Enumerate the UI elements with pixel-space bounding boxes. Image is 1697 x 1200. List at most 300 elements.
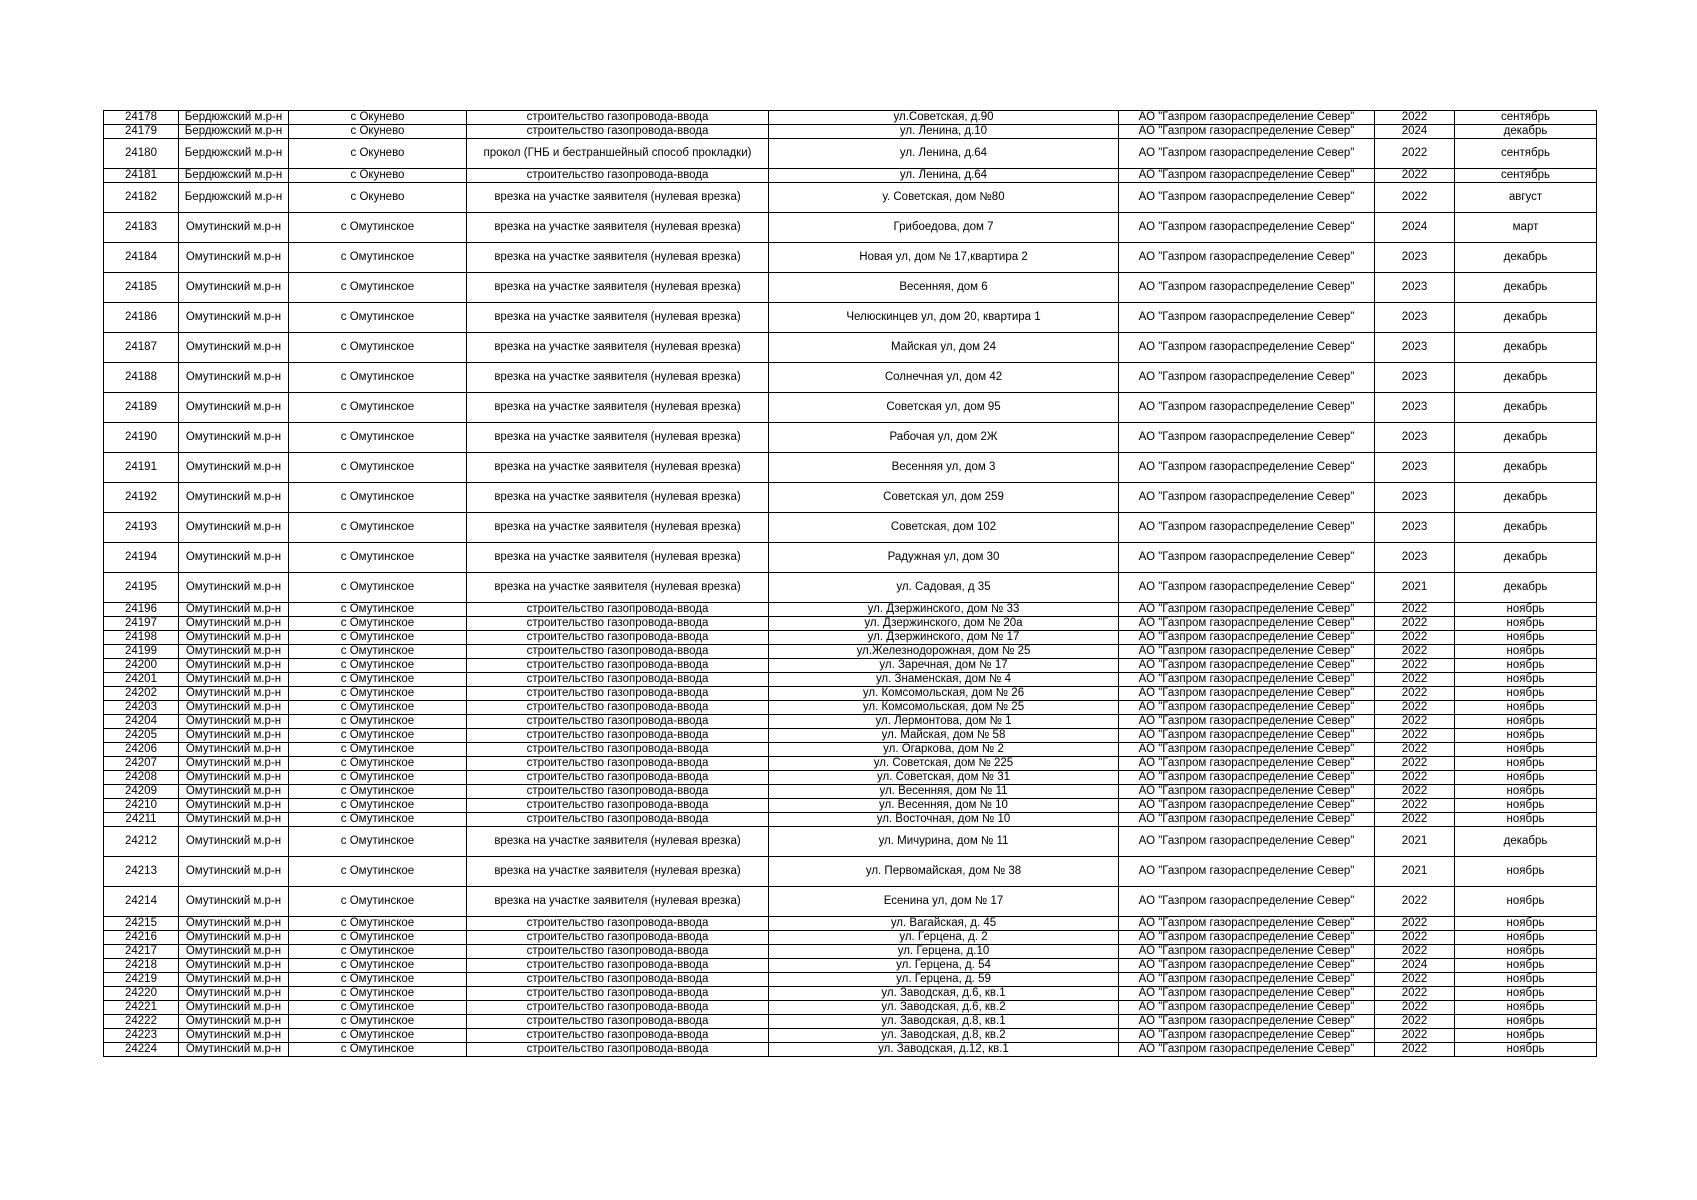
month-cell: ноябрь xyxy=(1455,645,1597,659)
row-number-cell: 24191 xyxy=(104,453,179,483)
address-cell: ул. Садовая, д 35 xyxy=(769,573,1119,603)
district-cell: Омутинский м.р-н xyxy=(179,771,289,785)
row-number-cell: 24180 xyxy=(104,139,179,169)
organization-cell: АО "Газпром газораспределение Север" xyxy=(1119,715,1375,729)
row-number-cell: 24182 xyxy=(104,183,179,213)
row-number-cell: 24220 xyxy=(104,987,179,1001)
month-cell: ноябрь xyxy=(1455,673,1597,687)
row-number-cell: 24219 xyxy=(104,973,179,987)
organization-cell: АО "Газпром газораспределение Север" xyxy=(1119,617,1375,631)
district-cell: Омутинский м.р-н xyxy=(179,303,289,333)
year-cell: 2022 xyxy=(1375,917,1455,931)
district-cell: Омутинский м.р-н xyxy=(179,483,289,513)
settlement-cell: с Омутинское xyxy=(289,423,467,453)
district-cell: Бердюжский м.р-н xyxy=(179,139,289,169)
row-number-cell: 24188 xyxy=(104,363,179,393)
address-cell: Советская, дом 102 xyxy=(769,513,1119,543)
table-row xyxy=(104,483,1597,513)
address-cell: ул. Весенняя, дом № 11 xyxy=(769,785,1119,799)
row-number-cell: 24190 xyxy=(104,423,179,453)
table-row xyxy=(104,453,1597,483)
organization-cell: АО "Газпром газораспределение Север" xyxy=(1119,1015,1375,1029)
district-cell: Омутинский м.р-н xyxy=(179,917,289,931)
address-cell: ул. Мичурина, дом № 11 xyxy=(769,827,1119,857)
row-number-cell: 24224 xyxy=(104,1043,179,1057)
row-number-cell: 24197 xyxy=(104,617,179,631)
organization-cell: АО "Газпром газораспределение Север" xyxy=(1119,111,1375,125)
month-cell: ноябрь xyxy=(1455,1015,1597,1029)
settlement-cell: с Омутинское xyxy=(289,645,467,659)
work-type-cell: врезка на участке заявителя (нулевая врезка) xyxy=(467,827,769,857)
row-number-cell: 24198 xyxy=(104,631,179,645)
row-number-cell: 24213 xyxy=(104,857,179,887)
year-cell: 2023 xyxy=(1375,303,1455,333)
settlement-cell: с Омутинское xyxy=(289,945,467,959)
year-cell: 2022 xyxy=(1375,645,1455,659)
district-cell: Омутинский м.р-н xyxy=(179,729,289,743)
table-row xyxy=(104,959,1597,973)
address-cell: ул. Заводская, д.8, кв.1 xyxy=(769,1015,1119,1029)
work-type-cell: строительство газопровода-ввода xyxy=(467,799,769,813)
settlement-cell: с Омутинское xyxy=(289,333,467,363)
month-cell: ноябрь xyxy=(1455,771,1597,785)
organization-cell: АО "Газпром газораспределение Север" xyxy=(1119,453,1375,483)
year-cell: 2022 xyxy=(1375,771,1455,785)
table-row xyxy=(104,771,1597,785)
row-number-cell: 24214 xyxy=(104,887,179,917)
table-row xyxy=(104,1029,1597,1043)
district-cell: Омутинский м.р-н xyxy=(179,931,289,945)
address-cell: Майская ул, дом 24 xyxy=(769,333,1119,363)
district-cell: Омутинский м.р-н xyxy=(179,423,289,453)
address-cell: Солнечная ул, дом 42 xyxy=(769,363,1119,393)
organization-cell: АО "Газпром газораспределение Север" xyxy=(1119,273,1375,303)
work-type-cell: строительство газопровода-ввода xyxy=(467,1029,769,1043)
table-row xyxy=(104,513,1597,543)
settlement-cell: с Омутинское xyxy=(289,729,467,743)
table-row xyxy=(104,743,1597,757)
table-row xyxy=(104,813,1597,827)
year-cell: 2022 xyxy=(1375,673,1455,687)
month-cell: ноябрь xyxy=(1455,987,1597,1001)
work-type-cell: врезка на участке заявителя (нулевая врезка) xyxy=(467,393,769,423)
year-cell: 2024 xyxy=(1375,125,1455,139)
settlement-cell: с Омутинское xyxy=(289,687,467,701)
table-row xyxy=(104,617,1597,631)
month-cell: декабрь xyxy=(1455,273,1597,303)
year-cell: 2023 xyxy=(1375,243,1455,273)
work-type-cell: врезка на участке заявителя (нулевая врезка) xyxy=(467,303,769,333)
organization-cell: АО "Газпром газораспределение Север" xyxy=(1119,169,1375,183)
settlement-cell: с Омутинское xyxy=(289,757,467,771)
settlement-cell: с Омутинское xyxy=(289,393,467,423)
organization-cell: АО "Газпром газораспределение Север" xyxy=(1119,573,1375,603)
address-cell: ул. Дзержинского, дом № 20а xyxy=(769,617,1119,631)
district-cell: Омутинский м.р-н xyxy=(179,659,289,673)
year-cell: 2023 xyxy=(1375,363,1455,393)
table-row xyxy=(104,573,1597,603)
address-cell: ул. Восточная, дом № 10 xyxy=(769,813,1119,827)
address-cell: ул. Герцена, д. 59 xyxy=(769,973,1119,987)
address-cell: ул.Советская, д.90 xyxy=(769,111,1119,125)
year-cell: 2022 xyxy=(1375,973,1455,987)
address-cell: Весенняя, дом 6 xyxy=(769,273,1119,303)
settlement-cell: с Омутинское xyxy=(289,243,467,273)
organization-cell: АО "Газпром газораспределение Север" xyxy=(1119,543,1375,573)
district-cell: Омутинский м.р-н xyxy=(179,987,289,1001)
year-cell: 2022 xyxy=(1375,799,1455,813)
table-row xyxy=(104,973,1597,987)
work-type-cell: строительство газопровода-ввода xyxy=(467,687,769,701)
row-number-cell: 24221 xyxy=(104,1001,179,1015)
address-cell: ул. Заводская, д.12, кв.1 xyxy=(769,1043,1119,1057)
row-number-cell: 24218 xyxy=(104,959,179,973)
row-number-cell: 24183 xyxy=(104,213,179,243)
month-cell: ноябрь xyxy=(1455,603,1597,617)
settlement-cell: с Омутинское xyxy=(289,857,467,887)
month-cell: ноябрь xyxy=(1455,887,1597,917)
month-cell: декабрь xyxy=(1455,827,1597,857)
table-row xyxy=(104,333,1597,363)
address-cell: ул. Заречная, дом № 17 xyxy=(769,659,1119,673)
month-cell: декабрь xyxy=(1455,333,1597,363)
settlement-cell: с Омутинское xyxy=(289,303,467,333)
table-row xyxy=(104,1001,1597,1015)
work-type-cell: врезка на участке заявителя (нулевая врезка) xyxy=(467,363,769,393)
district-cell: Омутинский м.р-н xyxy=(179,1015,289,1029)
settlement-cell: с Омутинское xyxy=(289,673,467,687)
district-cell: Омутинский м.р-н xyxy=(179,393,289,423)
row-number-cell: 24203 xyxy=(104,701,179,715)
organization-cell: АО "Газпром газораспределение Север" xyxy=(1119,857,1375,887)
work-type-cell: строительство газопровода-ввода xyxy=(467,757,769,771)
organization-cell: АО "Газпром газораспределение Север" xyxy=(1119,827,1375,857)
work-type-cell: строительство газопровода-ввода xyxy=(467,945,769,959)
organization-cell: АО "Газпром газораспределение Север" xyxy=(1119,243,1375,273)
table-row xyxy=(104,687,1597,701)
month-cell: ноябрь xyxy=(1455,729,1597,743)
row-number-cell: 24210 xyxy=(104,799,179,813)
organization-cell: АО "Газпром газораспределение Север" xyxy=(1119,959,1375,973)
month-cell: декабрь xyxy=(1455,573,1597,603)
month-cell: ноябрь xyxy=(1455,743,1597,757)
organization-cell: АО "Газпром газораспределение Север" xyxy=(1119,931,1375,945)
district-cell: Омутинский м.р-н xyxy=(179,743,289,757)
work-type-cell: строительство газопровода-ввода xyxy=(467,771,769,785)
table-row xyxy=(104,1015,1597,1029)
organization-cell: АО "Газпром газораспределение Север" xyxy=(1119,701,1375,715)
settlement-cell: с Омутинское xyxy=(289,771,467,785)
organization-cell: АО "Газпром газораспределение Север" xyxy=(1119,785,1375,799)
row-number-cell: 24189 xyxy=(104,393,179,423)
year-cell: 2021 xyxy=(1375,857,1455,887)
address-cell: ул. Советская, дом № 225 xyxy=(769,757,1119,771)
row-number-cell: 24200 xyxy=(104,659,179,673)
year-cell: 2022 xyxy=(1375,111,1455,125)
table-row xyxy=(104,213,1597,243)
year-cell: 2021 xyxy=(1375,573,1455,603)
address-cell: Челюскинцев ул, дом 20, квартира 1 xyxy=(769,303,1119,333)
organization-cell: АО "Газпром газораспределение Север" xyxy=(1119,363,1375,393)
year-cell: 2022 xyxy=(1375,1043,1455,1057)
settlement-cell: с Омутинское xyxy=(289,743,467,757)
district-cell: Омутинский м.р-н xyxy=(179,645,289,659)
organization-cell: АО "Газпром газораспределение Север" xyxy=(1119,303,1375,333)
organization-cell: АО "Газпром газораспределение Север" xyxy=(1119,631,1375,645)
address-cell: ул. Герцена, д. 54 xyxy=(769,959,1119,973)
month-cell: ноябрь xyxy=(1455,857,1597,887)
work-type-cell: строительство газопровода-ввода xyxy=(467,111,769,125)
district-cell: Омутинский м.р-н xyxy=(179,701,289,715)
row-number-cell: 24217 xyxy=(104,945,179,959)
month-cell: ноябрь xyxy=(1455,617,1597,631)
year-cell: 2022 xyxy=(1375,603,1455,617)
table-row xyxy=(104,645,1597,659)
address-cell: ул. Ленина, д.10 xyxy=(769,125,1119,139)
settlement-cell: с Омутинское xyxy=(289,617,467,631)
year-cell: 2023 xyxy=(1375,483,1455,513)
settlement-cell: с Омутинское xyxy=(289,987,467,1001)
work-type-cell: строительство газопровода-ввода xyxy=(467,973,769,987)
organization-cell: АО "Газпром газораспределение Север" xyxy=(1119,183,1375,213)
organization-cell: АО "Газпром газораспределение Север" xyxy=(1119,771,1375,785)
month-cell: ноябрь xyxy=(1455,785,1597,799)
year-cell: 2022 xyxy=(1375,139,1455,169)
year-cell: 2024 xyxy=(1375,213,1455,243)
address-cell: Советская ул, дом 259 xyxy=(769,483,1119,513)
month-cell: декабрь xyxy=(1455,483,1597,513)
table-row xyxy=(104,139,1597,169)
settlement-cell: с Омутинское xyxy=(289,785,467,799)
district-cell: Омутинский м.р-н xyxy=(179,363,289,393)
table-row xyxy=(104,273,1597,303)
month-cell: ноябрь xyxy=(1455,813,1597,827)
table-row xyxy=(104,363,1597,393)
organization-cell: АО "Газпром газораспределение Север" xyxy=(1119,945,1375,959)
year-cell: 2022 xyxy=(1375,1001,1455,1015)
organization-cell: АО "Газпром газораспределение Север" xyxy=(1119,393,1375,423)
organization-cell: АО "Газпром газораспределение Север" xyxy=(1119,687,1375,701)
row-number-cell: 24211 xyxy=(104,813,179,827)
work-type-cell: строительство газопровода-ввода xyxy=(467,659,769,673)
work-type-cell: врезка на участке заявителя (нулевая врезка) xyxy=(467,453,769,483)
work-type-cell: врезка на участке заявителя (нулевая врезка) xyxy=(467,423,769,453)
district-cell: Омутинский м.р-н xyxy=(179,603,289,617)
year-cell: 2022 xyxy=(1375,757,1455,771)
table-row xyxy=(104,887,1597,917)
address-cell: Рабочая ул, дом 2Ж xyxy=(769,423,1119,453)
work-type-cell: строительство газопровода-ввода xyxy=(467,743,769,757)
month-cell: ноябрь xyxy=(1455,945,1597,959)
row-number-cell: 24205 xyxy=(104,729,179,743)
address-cell: у. Советская, дом №80 xyxy=(769,183,1119,213)
address-cell: ул. Лермонтова, дом № 1 xyxy=(769,715,1119,729)
work-type-cell: врезка на участке заявителя (нулевая врезка) xyxy=(467,273,769,303)
organization-cell: АО "Газпром газораспределение Север" xyxy=(1119,333,1375,363)
settlement-cell: с Омутинское xyxy=(289,453,467,483)
organization-cell: АО "Газпром газораспределение Север" xyxy=(1119,987,1375,1001)
year-cell: 2022 xyxy=(1375,631,1455,645)
month-cell: ноябрь xyxy=(1455,799,1597,813)
month-cell: август xyxy=(1455,183,1597,213)
settlement-cell: с Омутинское xyxy=(289,931,467,945)
table-row xyxy=(104,631,1597,645)
district-cell: Омутинский м.р-н xyxy=(179,513,289,543)
month-cell: ноябрь xyxy=(1455,931,1597,945)
row-number-cell: 24194 xyxy=(104,543,179,573)
district-cell: Омутинский м.р-н xyxy=(179,573,289,603)
year-cell: 2022 xyxy=(1375,169,1455,183)
address-cell: ул. Советская, дом № 31 xyxy=(769,771,1119,785)
district-cell: Омутинский м.р-н xyxy=(179,715,289,729)
month-cell: декабрь xyxy=(1455,423,1597,453)
work-type-cell: врезка на участке заявителя (нулевая врезка) xyxy=(467,573,769,603)
table-row xyxy=(104,423,1597,453)
row-number-cell: 24186 xyxy=(104,303,179,333)
work-type-cell: строительство газопровода-ввода xyxy=(467,631,769,645)
settlement-cell: с Омутинское xyxy=(289,363,467,393)
row-number-cell: 24178 xyxy=(104,111,179,125)
address-cell: Советская ул, дом 95 xyxy=(769,393,1119,423)
year-cell: 2023 xyxy=(1375,423,1455,453)
organization-cell: АО "Газпром газораспределение Север" xyxy=(1119,1043,1375,1057)
row-number-cell: 24202 xyxy=(104,687,179,701)
table-row xyxy=(104,757,1597,771)
row-number-cell: 24185 xyxy=(104,273,179,303)
settlement-cell: с Омутинское xyxy=(289,573,467,603)
year-cell: 2022 xyxy=(1375,813,1455,827)
table-row xyxy=(104,931,1597,945)
month-cell: сентябрь xyxy=(1455,169,1597,183)
settlement-cell: с Окунево xyxy=(289,169,467,183)
address-cell: Радужная ул, дом 30 xyxy=(769,543,1119,573)
table-row xyxy=(104,987,1597,1001)
month-cell: декабрь xyxy=(1455,513,1597,543)
row-number-cell: 24195 xyxy=(104,573,179,603)
work-type-cell: строительство газопровода-ввода xyxy=(467,785,769,799)
table-row xyxy=(104,715,1597,729)
year-cell: 2022 xyxy=(1375,617,1455,631)
organization-cell: АО "Газпром газораспределение Север" xyxy=(1119,673,1375,687)
organization-cell: АО "Газпром газораспределение Север" xyxy=(1119,645,1375,659)
district-cell: Омутинский м.р-н xyxy=(179,453,289,483)
row-number-cell: 24204 xyxy=(104,715,179,729)
month-cell: ноябрь xyxy=(1455,701,1597,715)
month-cell: ноябрь xyxy=(1455,715,1597,729)
work-type-cell: строительство газопровода-ввода xyxy=(467,169,769,183)
settlement-cell: с Омутинское xyxy=(289,887,467,917)
row-number-cell: 24179 xyxy=(104,125,179,139)
organization-cell: АО "Газпром газораспределение Север" xyxy=(1119,483,1375,513)
year-cell: 2023 xyxy=(1375,333,1455,363)
year-cell: 2024 xyxy=(1375,959,1455,973)
district-cell: Омутинский м.р-н xyxy=(179,785,289,799)
district-cell: Омутинский м.р-н xyxy=(179,543,289,573)
address-cell: ул. Ленина, д.64 xyxy=(769,169,1119,183)
work-type-cell: врезка на участке заявителя (нулевая врезка) xyxy=(467,887,769,917)
address-cell: ул. Заводская, д.8, кв.2 xyxy=(769,1029,1119,1043)
settlement-cell: с Омутинское xyxy=(289,273,467,303)
year-cell: 2023 xyxy=(1375,453,1455,483)
district-cell: Омутинский м.р-н xyxy=(179,887,289,917)
district-cell: Бердюжский м.р-н xyxy=(179,125,289,139)
organization-cell: АО "Газпром газораспределение Север" xyxy=(1119,513,1375,543)
year-cell: 2022 xyxy=(1375,715,1455,729)
organization-cell: АО "Газпром газораспределение Север" xyxy=(1119,799,1375,813)
month-cell: декабрь xyxy=(1455,243,1597,273)
work-type-cell: строительство газопровода-ввода xyxy=(467,125,769,139)
settlement-cell: с Омутинское xyxy=(289,659,467,673)
gasification-schedule-table xyxy=(103,110,1597,1057)
table-row xyxy=(104,169,1597,183)
month-cell: ноябрь xyxy=(1455,659,1597,673)
year-cell: 2023 xyxy=(1375,543,1455,573)
table-row xyxy=(104,303,1597,333)
address-cell: ул. Герцена, д.10 xyxy=(769,945,1119,959)
work-type-cell: строительство газопровода-ввода xyxy=(467,987,769,1001)
work-type-cell: врезка на участке заявителя (нулевая врезка) xyxy=(467,183,769,213)
work-type-cell: строительство газопровода-ввода xyxy=(467,715,769,729)
row-number-cell: 24222 xyxy=(104,1015,179,1029)
row-number-cell: 24206 xyxy=(104,743,179,757)
work-type-cell: прокол (ГНБ и бестраншейный способ прокладки) xyxy=(467,139,769,169)
settlement-cell: с Омутинское xyxy=(289,959,467,973)
year-cell: 2022 xyxy=(1375,1015,1455,1029)
address-cell: ул. Огаркова, дом № 2 xyxy=(769,743,1119,757)
settlement-cell: с Омутинское xyxy=(289,813,467,827)
settlement-cell: с Окунево xyxy=(289,183,467,213)
work-type-cell: врезка на участке заявителя (нулевая врезка) xyxy=(467,513,769,543)
work-type-cell: строительство газопровода-ввода xyxy=(467,645,769,659)
month-cell: ноябрь xyxy=(1455,917,1597,931)
settlement-cell: с Омутинское xyxy=(289,603,467,617)
address-cell: ул. Комсомольская, дом № 25 xyxy=(769,701,1119,715)
month-cell: ноябрь xyxy=(1455,687,1597,701)
settlement-cell: с Омутинское xyxy=(289,715,467,729)
table-row xyxy=(104,799,1597,813)
organization-cell: АО "Газпром газораспределение Север" xyxy=(1119,917,1375,931)
table-row xyxy=(104,603,1597,617)
organization-cell: АО "Газпром газораспределение Север" xyxy=(1119,139,1375,169)
year-cell: 2021 xyxy=(1375,827,1455,857)
row-number-cell: 24223 xyxy=(104,1029,179,1043)
row-number-cell: 24181 xyxy=(104,169,179,183)
work-type-cell: врезка на участке заявителя (нулевая врезка) xyxy=(467,543,769,573)
month-cell: декабрь xyxy=(1455,125,1597,139)
row-number-cell: 24207 xyxy=(104,757,179,771)
month-cell: ноябрь xyxy=(1455,631,1597,645)
work-type-cell: строительство газопровода-ввода xyxy=(467,959,769,973)
work-type-cell: строительство газопровода-ввода xyxy=(467,813,769,827)
settlement-cell: с Омутинское xyxy=(289,513,467,543)
district-cell: Бердюжский м.р-н xyxy=(179,183,289,213)
organization-cell: АО "Газпром газораспределение Север" xyxy=(1119,1001,1375,1015)
table-row xyxy=(104,243,1597,273)
year-cell: 2023 xyxy=(1375,393,1455,423)
address-cell: ул. Ленина, д.64 xyxy=(769,139,1119,169)
organization-cell: АО "Газпром газораспределение Север" xyxy=(1119,125,1375,139)
address-cell: ул. Весенняя, дом № 10 xyxy=(769,799,1119,813)
settlement-cell: с Омутинское xyxy=(289,827,467,857)
work-type-cell: строительство газопровода-ввода xyxy=(467,1043,769,1057)
work-type-cell: строительство газопровода-ввода xyxy=(467,729,769,743)
district-cell: Омутинский м.р-н xyxy=(179,857,289,887)
year-cell: 2022 xyxy=(1375,183,1455,213)
row-number-cell: 24193 xyxy=(104,513,179,543)
district-cell: Омутинский м.р-н xyxy=(179,617,289,631)
address-cell: ул. Заводская, д.6, кв.1 xyxy=(769,987,1119,1001)
address-cell: ул. Дзержинского, дом № 17 xyxy=(769,631,1119,645)
